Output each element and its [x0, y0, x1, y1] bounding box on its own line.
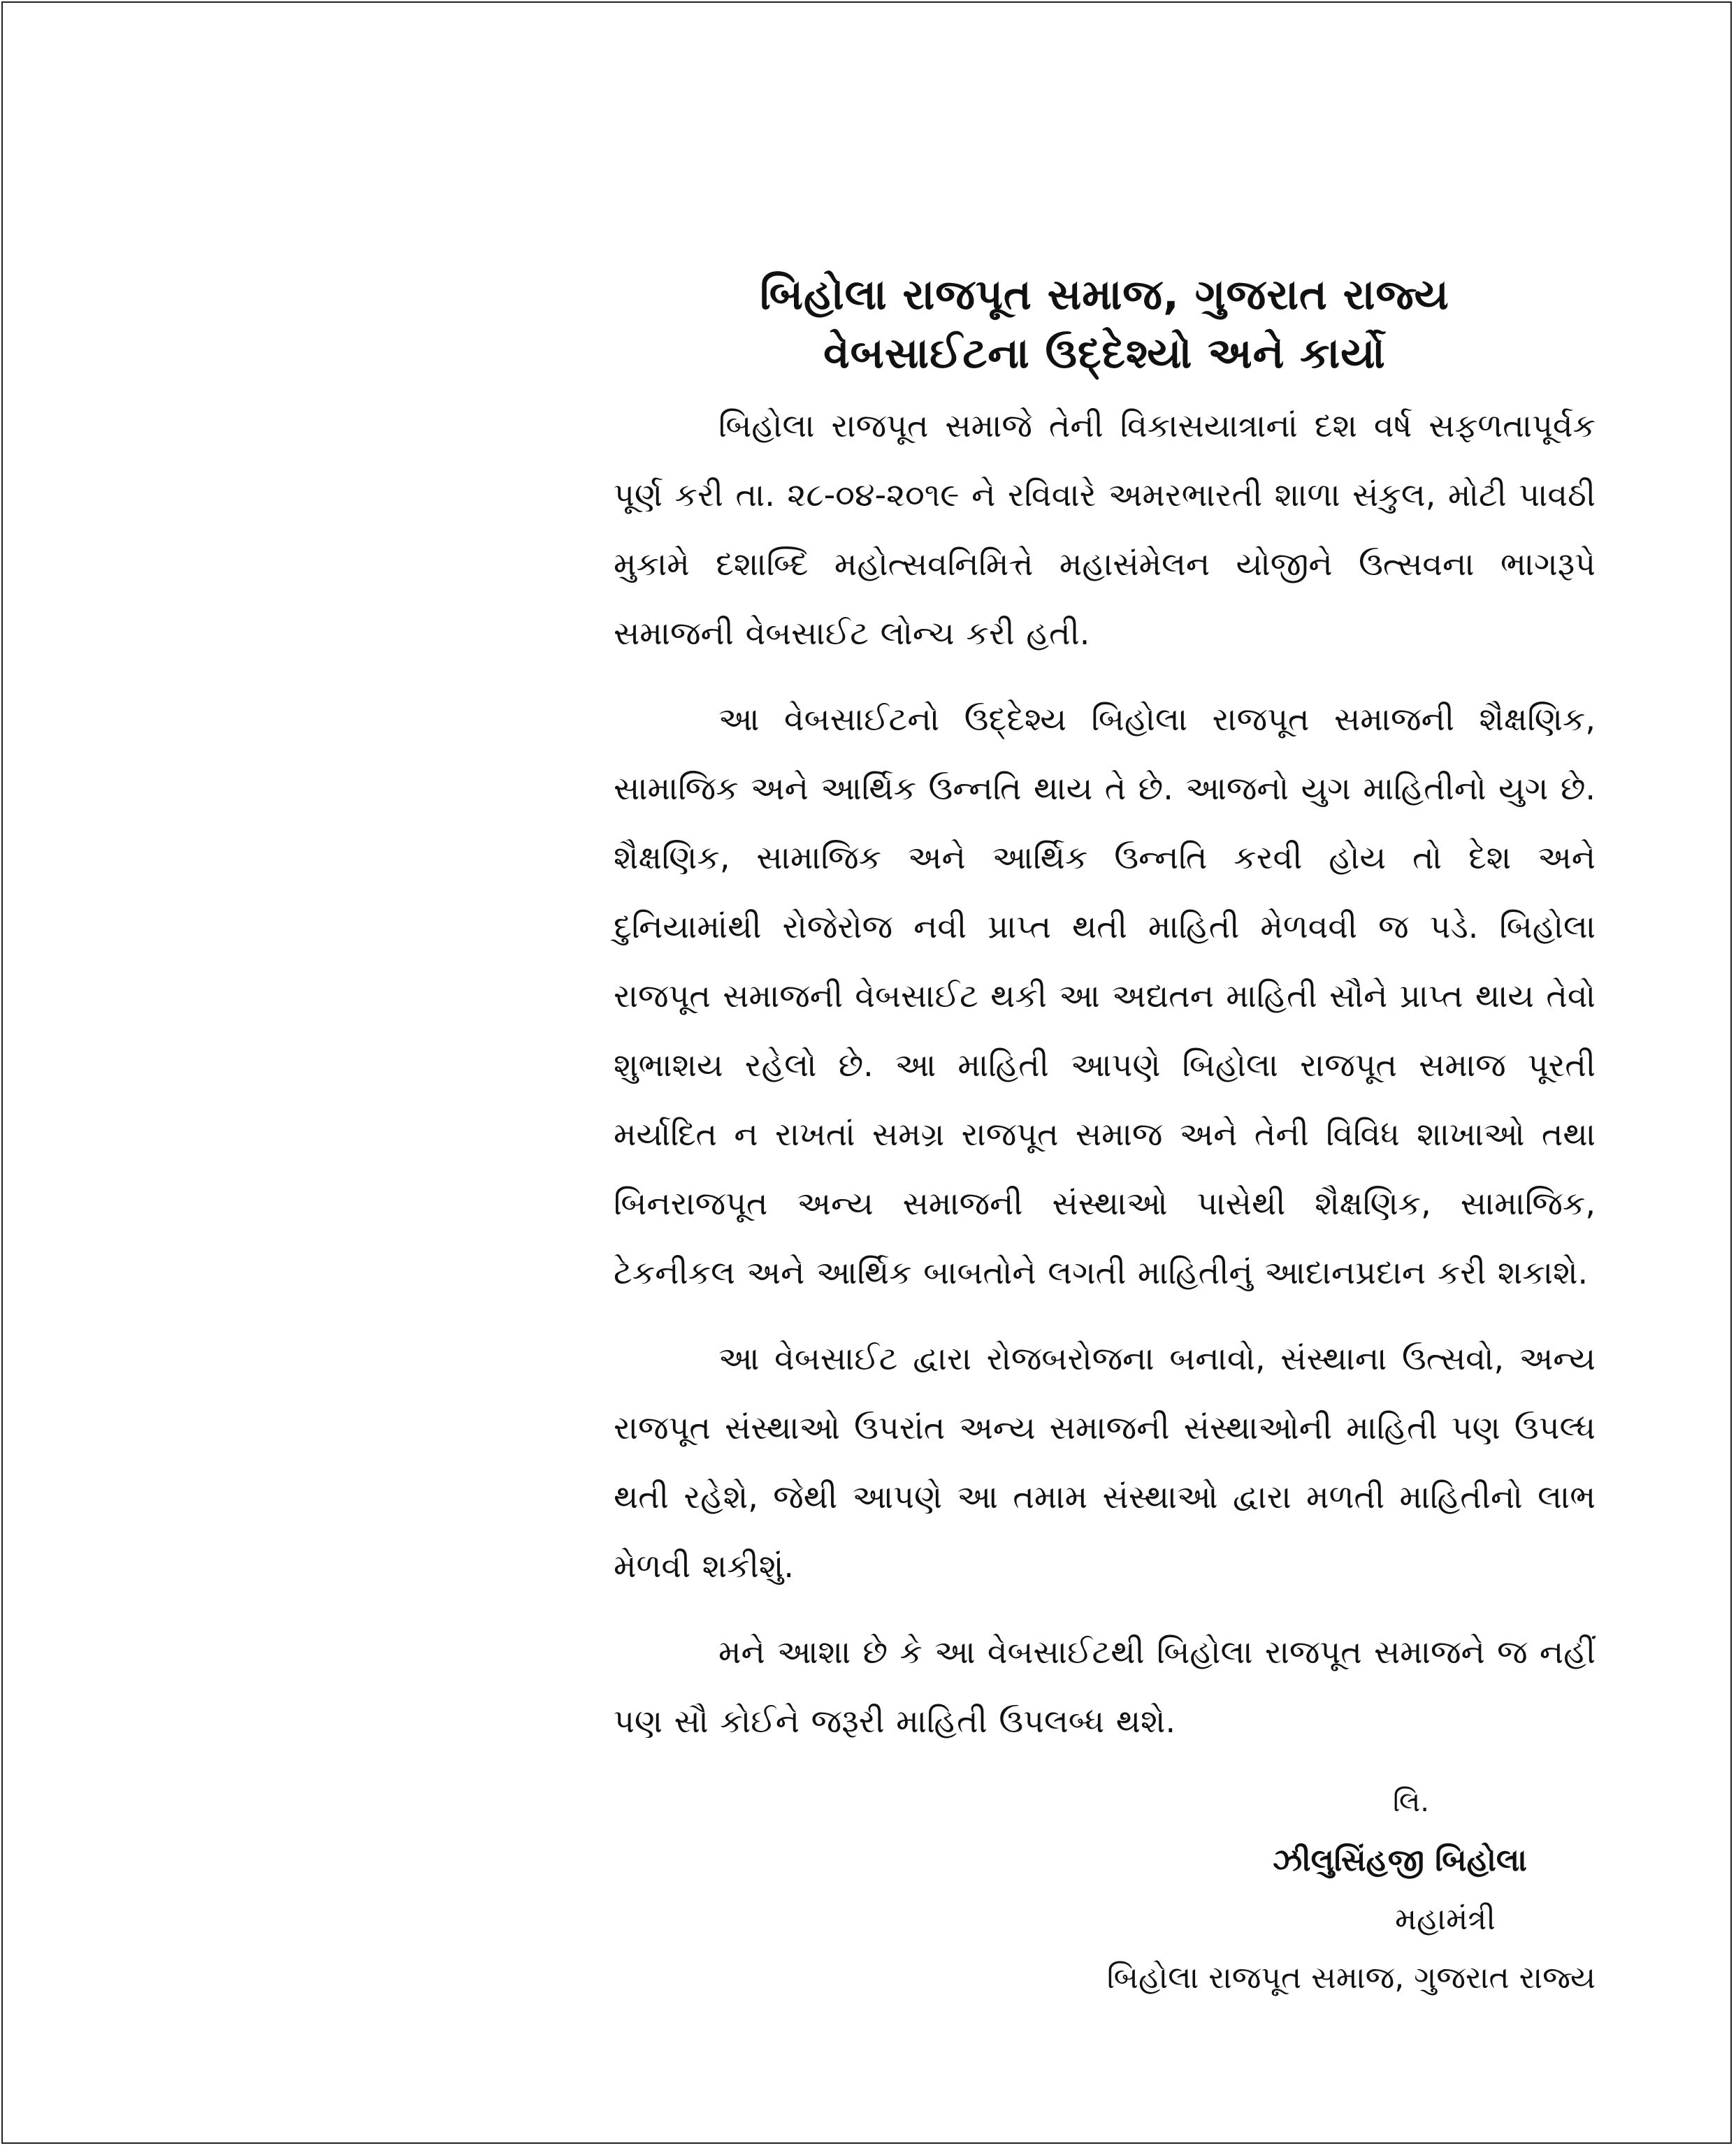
- signatory-name: ઝીલુસિંહજી બિહોલા: [1273, 1843, 1527, 1878]
- document-body: [614, 266, 1596, 1996]
- paragraph-4: મને આશા છે કે આ વેબસાઈટથી બિહોલા રાજપૂત સમાજને જ નહીં પણ સૌ કોઈને જરૂરી માહિતી ઉપલબ્ધ થશે.: [614, 1633, 1596, 1740]
- signature-prefix: લિ.: [1393, 1786, 1429, 1818]
- paragraph-3: આ વેબસાઈટ દ્વારા રોજબરોજના બનાવો, સંસ્થાના ઉત્સવો, અન્ય રાજપૂત સંસ્થાઓ ઉપરાંત અન્ય સમાજની સંસ્થાઓની માહિતી પણ ઉપલ્ધ થતી રહેશે, જેથી આપણે આ તમામ સંસ્થાઓ દ્વારા મળતી માહિતીનો લાભ મેળવી શકીશું.: [614, 1340, 1596, 1585]
- signatory-organization: બિહોલા રાજપૂત સમાજ, ગુજરાત રાજ્ય: [1106, 1960, 1596, 1996]
- document-title: [614, 266, 1596, 383]
- body-text: [614, 391, 1596, 1756]
- paragraph-2: આ વેબસાઈટનો ઉદ્દેશ્ય બિહોલા રાજપૂત સમાજની શૈક્ષણિક, સામાજિક અને આર્થિક ઉન્નતિ થાય તે છે. આજનો યુગ માહિતીનો યુગ છે. શૈક્ષણિક, સામાજિક અને આર્થિક ઉન્નતિ કરવી હોય તો દેશ અને દુનિયામાંથી રોજેરોજ નવી પ્રાપ્ત થતી માહિતી મેળવવી જ પડે. બિહોલા રાજપૂત સમાજની વેબસાઈટ થકી આ અદ્યતન માહિતી સૌને પ્રાપ્ત થાય તેવો શુભાશય રહેલો છે. આ માહિતી આપણે બિહોલા રાજપૂત સમાજ પૂરતી મર્યાદિત ન રાખતાં સમગ્ર રાજપૂત સમાજ અને તેની વિવિધ શાખાઓ તથા બિનરાજપૂત અન્ય સમાજની સંસ્થાઓ પાસેથી શૈક્ષણિક, સામાજિક, ટેકનીકલ અને આર્થિક બાબતોને લગતી માહિતીનું આદાનપ્રદાન કરી શકાશે.: [614, 700, 1596, 1291]
- signature-block: [1064, 1773, 1596, 2008]
- paragraph-1: બિહોલા રાજપૂત સમાજે તેની વિકાસયાત્રાનાં દશ વર્ષ સફળતાપૂર્વક પૂર્ણ કરી તા. ૨૮-૦૪-૨૦૧૯ ને રવિવારે અમરભારતી શાળા સંકુલ, મોટી પાવઠી મુકામે દશાબ્દિ મહોત્સવનિમિત્તે મહાસંમેલન યોજીને ઉત્સવના ભાગરૂપે સમાજની વેબસાઈટ લોન્ચ કરી હતી.: [614, 407, 1596, 652]
- title-line-2: વેબસાઈટના ઉદ્દેશ્યો અને કાર્યો: [823, 329, 1386, 378]
- title-line-1: બિહોલા રાજપૂત સમાજ, ગુજરાત રાજ્ય: [760, 270, 1449, 319]
- signatory-designation: મહામંત્રી: [1395, 1901, 1496, 1937]
